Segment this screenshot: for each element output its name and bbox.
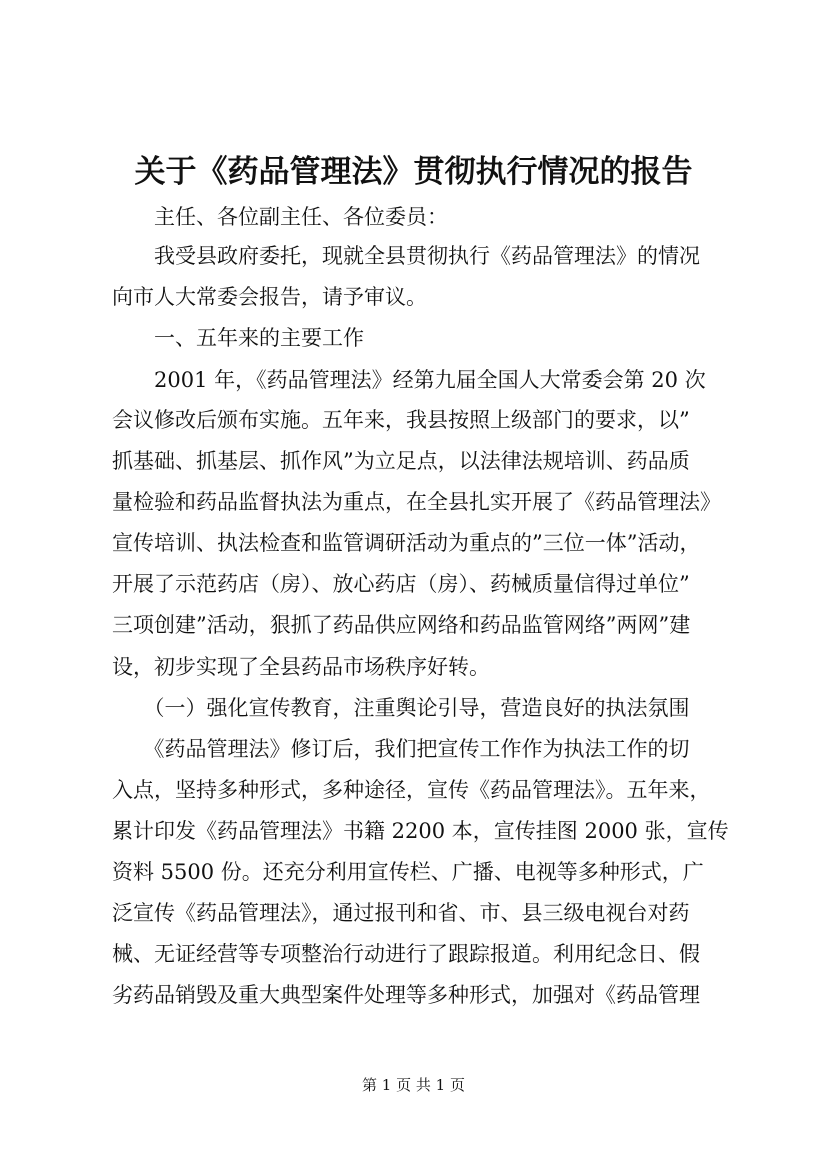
body-line: 主任、各位副主任、各位委员： <box>112 205 448 229</box>
body-line: 累计印发《药品管理法》书籍 2200 本，宣传挂图 2000 张，宣传 <box>112 819 729 843</box>
body-line: 泛宣传《药品管理法》，通过报刊和省、市、县三级电视台对药 <box>112 901 690 925</box>
page-footer: 第 1 页 共 1 页 <box>362 1076 465 1094</box>
body-line: 向市人大常委会报告，请予审议。 <box>112 285 427 309</box>
body-line: 宣传培训、执法检查和监管调研活动为重点的”三位一体”活动， <box>112 531 701 555</box>
section-heading: 一、五年来的主要工作 <box>112 326 364 350</box>
body-line: 量检验和药品监督执法为重点，在全县扎实开展了《药品管理法》 <box>112 490 721 514</box>
body-line: 入点，坚持多种形式，多种途径，宣传《药品管理法》。五年来， <box>112 778 711 802</box>
subsection-heading: （一）强化宣传教育，注重舆论引导，营造良好的执法氛围 <box>112 696 690 720</box>
body-line: 资料 5500 份。还充分利用宣传栏、广播、电视等多种形式，广 <box>112 860 704 884</box>
body-line: 2001 年，《药品管理法》经第九届全国人大常委会第 20 次 <box>112 368 706 392</box>
body-line: 我受县政府委托，现就全县贯彻执行《药品管理法》的情况 <box>112 244 700 268</box>
body-line: 《药品管理法》修订后，我们把宣传工作作为执法工作的切 <box>112 737 690 761</box>
body-line: 会议修改后颁布实施。五年来，我县按照上级部门的要求，以” <box>112 408 690 432</box>
body-line: 抓基础、抓基层、抓作风”为立足点，以法律法规培训、药品质 <box>112 449 690 473</box>
body-line: 劣药品销毁及重大典型案件处理等多种形式，加强对《药品管理 <box>112 983 700 1007</box>
document-title: 关于《药品管理法》贯彻执行情况的报告 <box>134 154 693 190</box>
body-line: 开展了示范药店（房）、放心药店（房）、药械质量信得过单位” <box>112 572 690 596</box>
body-line: 三项创建”活动，狠抓了药品供应网络和药品监管网络”两网”建 <box>112 613 691 637</box>
body-line: 设，初步实现了全县药品市场秩序好转。 <box>112 655 490 679</box>
body-line: 械、无证经营等专项整治行动进行了跟踪报道。利用纪念日、假 <box>112 942 700 966</box>
